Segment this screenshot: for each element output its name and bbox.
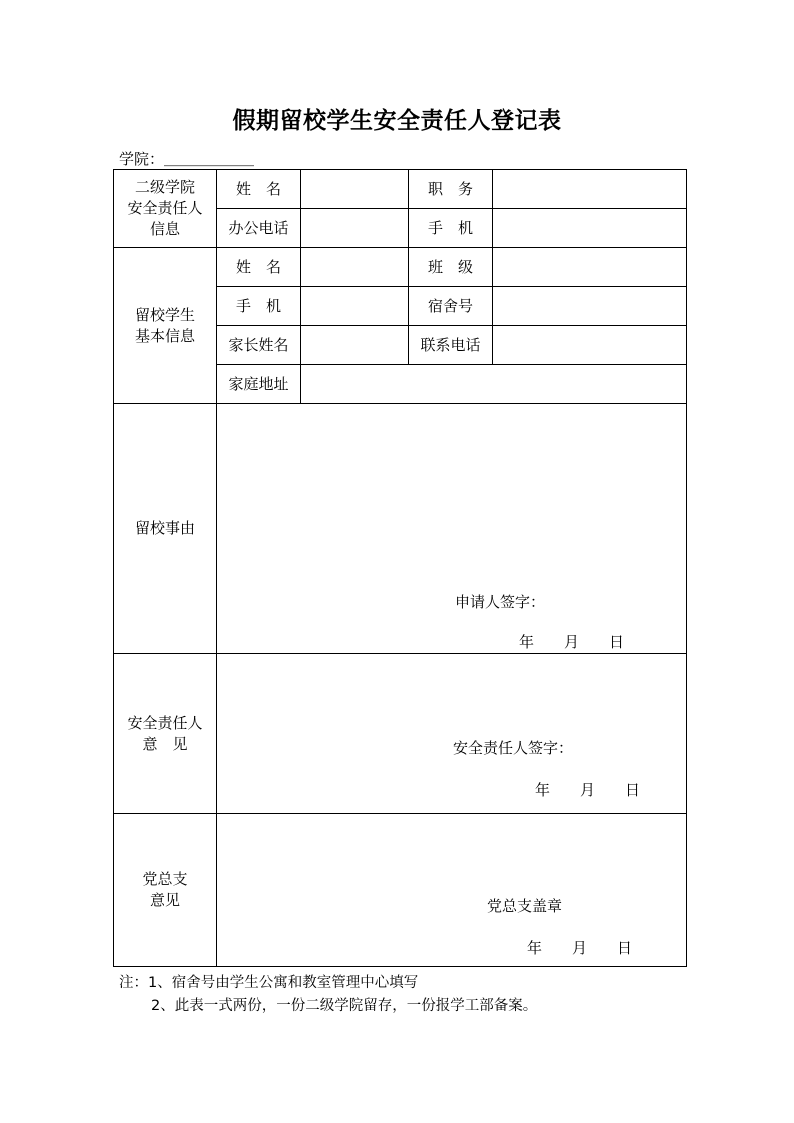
contact-phone-field[interactable]: [493, 326, 687, 365]
dorm-field[interactable]: [493, 287, 687, 326]
address-field[interactable]: [301, 365, 687, 404]
dorm-label: 宿舍号: [409, 287, 493, 326]
parent-name-label: 家长姓名: [217, 326, 301, 365]
responsible-info-label: 二级学院 安全责任人 信息: [114, 170, 217, 248]
reason-date-label: 年 月 日: [519, 633, 625, 651]
student-mobile-label: 手 机: [217, 287, 301, 326]
address-label: 家庭地址: [217, 365, 301, 404]
responsible-name-label: 姓 名: [217, 170, 301, 209]
note-line-2: 2、此表一式两份，一份二级学院留存，一份报学工部备案。: [151, 998, 538, 1014]
party-opinion-label: 党总支 意见: [114, 814, 217, 967]
safety-opinion-label: 安全责任人 意 见: [114, 654, 217, 814]
student-name-label: 姓 名: [217, 248, 301, 287]
student-mobile-field[interactable]: [301, 287, 409, 326]
responsible-name-field[interactable]: [301, 170, 409, 209]
reason-field[interactable]: [217, 404, 687, 654]
safety-signature-label: 安全责任人签字：: [453, 739, 574, 757]
party-seal-label: 党总支盖章: [487, 897, 563, 915]
student-name-field[interactable]: [301, 248, 409, 287]
class-label: 班 级: [409, 248, 493, 287]
responsible-position-field[interactable]: [493, 170, 687, 209]
contact-phone-label: 联系电话: [409, 326, 493, 365]
parent-name-field[interactable]: [301, 326, 409, 365]
applicant-signature-label: 申请人签字：: [455, 593, 546, 611]
responsible-mobile-field[interactable]: [493, 209, 687, 248]
party-date-label: 年 月 日: [527, 939, 633, 957]
form-title: 假期留校学生安全责任人登记表: [232, 107, 562, 134]
college-field[interactable]: 学院：＿＿＿＿＿＿: [119, 150, 255, 168]
safety-date-label: 年 月 日: [535, 781, 641, 799]
student-info-label: 留校学生 基本信息: [114, 248, 217, 404]
class-field[interactable]: [493, 248, 687, 287]
office-phone-field[interactable]: [301, 209, 409, 248]
safety-opinion-field[interactable]: [217, 654, 687, 814]
party-opinion-field[interactable]: [217, 814, 687, 967]
note-line-1: 注：1、宿舍号由学生公寓和教室管理中心填写: [119, 975, 419, 991]
responsible-position-label: 职 务: [409, 170, 493, 209]
reason-label: 留校事由: [114, 404, 217, 654]
responsible-mobile-label: 手 机: [409, 209, 493, 248]
registration-table: [113, 169, 687, 967]
office-phone-label: 办公电话: [217, 209, 301, 248]
